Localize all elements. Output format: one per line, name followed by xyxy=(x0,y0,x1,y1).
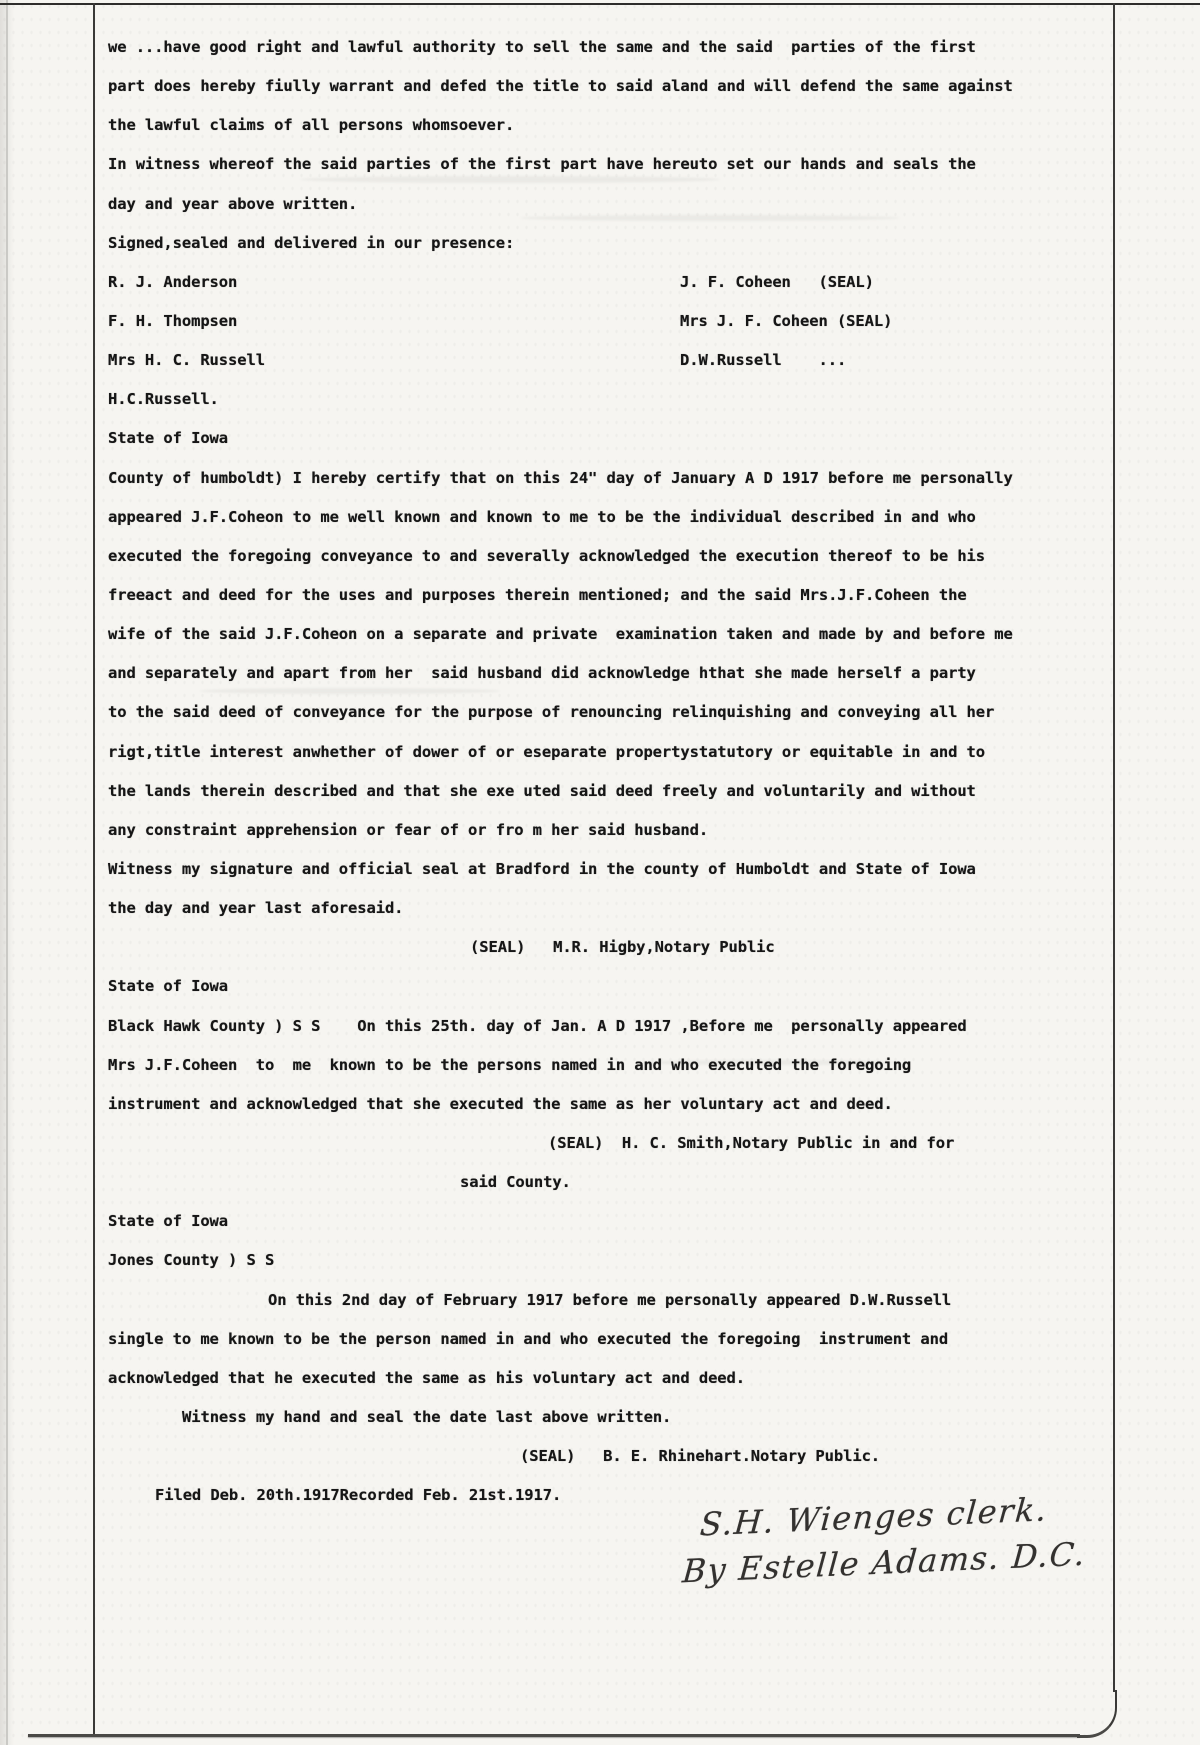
document-line: (SEAL) M.R. Higby,Notary Public xyxy=(470,938,775,957)
scanner-edge-artifact xyxy=(6,0,8,1745)
party-seal-signature: D.W.Russell ... xyxy=(680,351,847,370)
page-border-bottom xyxy=(28,1734,1080,1737)
document-line: any constraint apprehension or fear of or fro m her said husband. xyxy=(108,820,709,839)
document-line: Mrs J.F.Coheen to me known to be the persons named in and who executed the foregoing xyxy=(108,1055,912,1074)
document-line: County of humboldt) I hereby certify that on this 24" day of January A D 1917 before me personally xyxy=(108,468,1013,487)
document-line: acknowledged that he executed the same as his voluntary act and deed. xyxy=(108,1368,745,1387)
page-border-top xyxy=(0,3,1200,5)
document-line: said County. xyxy=(460,1173,571,1192)
document-line: Signed,sealed and delivered in our presence: xyxy=(108,233,515,252)
document-line-pair xyxy=(108,341,1113,380)
witness-signature: F. H. Thompsen xyxy=(108,311,238,330)
document-line: appeared J.F.Coheon to me well known and known to me to be the individual described in and who xyxy=(108,507,976,526)
document-line: Witness my hand and seal the date last above written. xyxy=(182,1407,672,1426)
document-lines xyxy=(108,28,1113,1515)
document-line: Filed Deb. 20th.1917Recorded Feb. 21st.1917. xyxy=(155,1486,562,1505)
page-border-right xyxy=(1113,3,1115,1692)
document-line: to the said deed of conveyance for the purpose of renouncing relinquishing and conveying all her xyxy=(108,703,995,722)
document-line: On this 2nd day of February 1917 before me personally appeared D.W.Russell xyxy=(268,1290,952,1309)
document-line: and separately and apart from her said husband did acknowledge hthat she made herself a party xyxy=(108,664,976,683)
document-line: executed the foregoing conveyance to and severally acknowledged the execution thereof to be his xyxy=(108,546,986,565)
document-line: we ...have good right and lawful authority to sell the same and the said parties of the first xyxy=(108,38,976,56)
document-line: the lawful claims of all persons whomsoever. xyxy=(108,116,515,135)
document-line: State of Iowa xyxy=(108,1212,229,1231)
document-line: In witness whereof the said parties of the first part have hereuto set our hands and seals the xyxy=(108,155,976,174)
page-border-left xyxy=(93,3,95,1737)
document-line-pair xyxy=(108,263,1113,302)
clerk-signature: S.H. Wienges clerk. xyxy=(698,1490,1050,1544)
document-line: (SEAL) B. E. Rhinehart.Notary Public. xyxy=(520,1447,881,1466)
document-line-pair xyxy=(108,302,1113,341)
document-line: wife of the said J.F.Coheon on a separate and private examination taken and made by and before me xyxy=(108,625,1013,644)
document-line: State of Iowa xyxy=(108,429,229,448)
deputy-clerk-signature: By Estelle Adams. D.C. xyxy=(681,1534,1088,1591)
document-line: the lands therein described and that she exe uted said deed freely and voluntarily and without xyxy=(108,781,976,800)
document-line: H.C.Russell. xyxy=(108,390,219,409)
page-border-corner xyxy=(1077,1690,1117,1738)
document-line: single to me known to be the person named in and who executed the foregoing instrument and xyxy=(108,1329,949,1348)
document-line: day and year above written. xyxy=(108,194,358,213)
document-line: Jones County ) S S xyxy=(108,1251,275,1270)
document-line: part does hereby fiully warrant and defed the title to said aland and will defend the same against xyxy=(108,77,1013,96)
document-line: the day and year last aforesaid. xyxy=(108,899,404,918)
party-seal-signature: J. F. Coheen (SEAL) xyxy=(680,272,874,291)
clerk-signature-block xyxy=(681,1484,1108,1595)
document-line: Black Hawk County ) S S On this 25th. day of Jan. A D 1917 ,Before me personally appeared xyxy=(108,1016,967,1035)
document-line: State of Iowa xyxy=(108,977,229,996)
document-line: (SEAL) H. C. Smith,Notary Public in and for xyxy=(548,1133,955,1152)
witness-signature: Mrs H. C. Russell xyxy=(108,351,265,370)
document-line: instrument and acknowledged that she executed the same as her voluntary act and deed. xyxy=(108,1094,893,1113)
party-seal-signature: Mrs J. F. Coheen (SEAL) xyxy=(680,311,893,330)
document-line: freeact and deed for the uses and purposes therein mentioned; and the said Mrs.J.F.Coheen the xyxy=(108,585,967,604)
witness-signature: R. J. Anderson xyxy=(108,272,238,291)
document-line: Witness my signature and official seal at Bradford in the county of Humboldt and State of Iowa xyxy=(108,859,976,878)
document-line: rigt,title interest anwhether of dower of or eseparate propertystatutory or equitable in and to xyxy=(108,742,986,761)
